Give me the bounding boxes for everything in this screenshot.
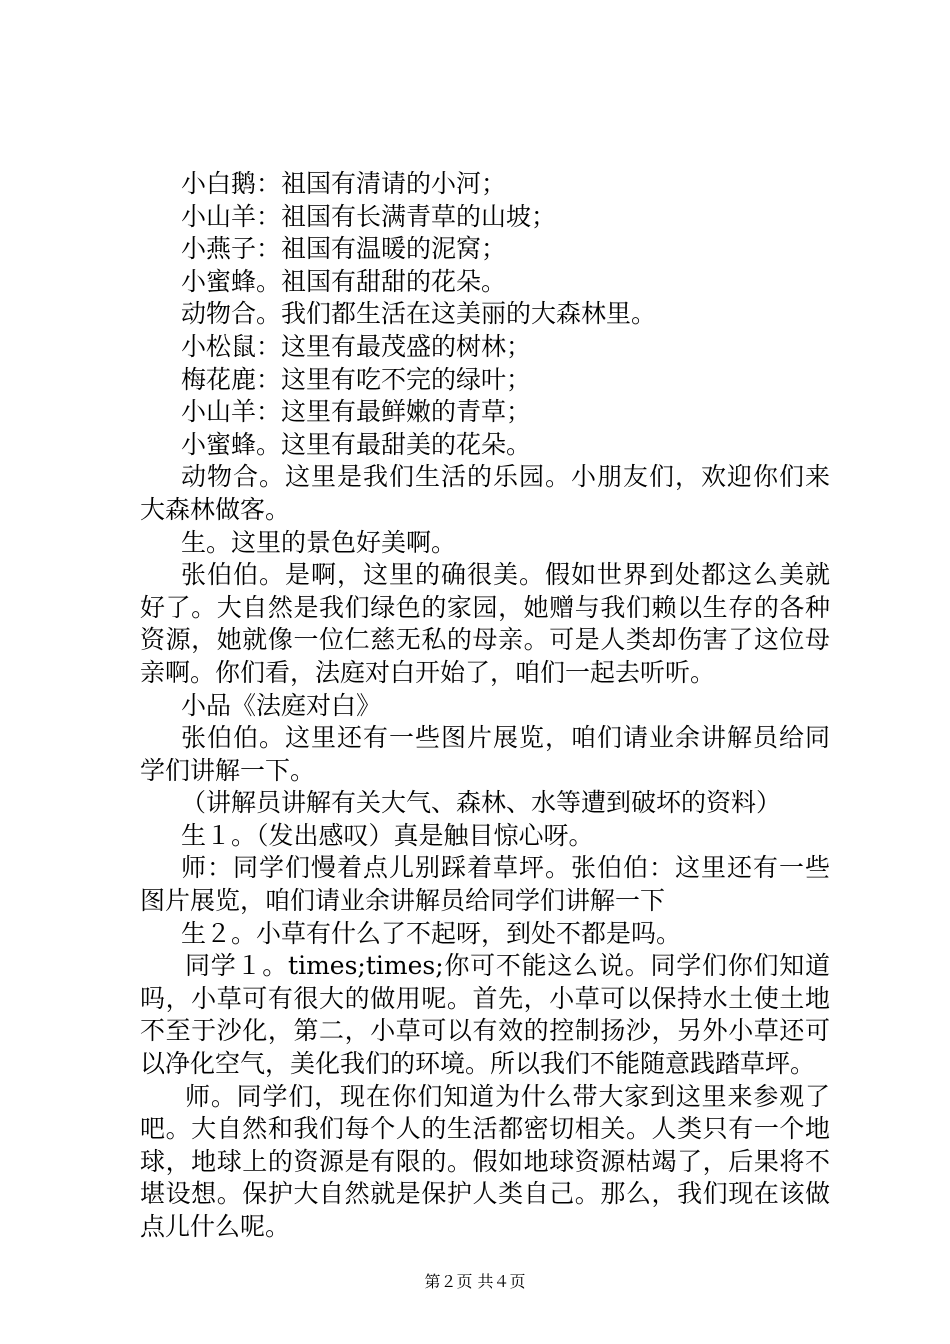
paragraph: 张伯伯。这里还有一些图片展览，咱们请业余讲解员给同学们讲解一下。 (140, 723, 830, 785)
paragraph: 师：同学们慢着点儿别踩着草坪。张伯伯：这里还有一些图片展览，咱们请业余讲解员给同学们讲解一下 (140, 853, 830, 916)
paragraph: 小山羊：祖国有长满青草的山坡； (181, 201, 557, 231)
paragraph: 小蜜蜂。祖国有甜甜的花朵。 (181, 266, 507, 296)
paragraph: 动物合。我们都生活在这美丽的大森林里。 (181, 299, 657, 329)
page-number-footer: 第２页 共４页 (424, 1272, 526, 1291)
paragraph: 小山羊：这里有最鲜嫩的青草； (181, 397, 532, 427)
paragraph: 梅花鹿：这里有吃不完的绿叶； (181, 364, 532, 394)
paragraph: 同学１。times;times;你可不能这么说。同学们你们知道吗，小草可有很大的做用呢。首先，小草可以保持水土使土地不至于沙化，第二，小草可以有效的控制扬沙，另外小草还可以净化空气，美化我们的环境。所以我们不能随意践踏草坪。 (140, 951, 830, 1079)
paragraph: 小松鼠：这里有最茂盛的树林； (181, 331, 532, 361)
paragraph: 生。这里的景色好美啊。 (181, 527, 457, 557)
paragraph: 师。同学们，现在你们知道为什么带大家到这里来参观了吧。大自然和我们每个人的生活都密切相关。人类只有一个地球，地球上的资源是有限的。假如地球资源枯竭了，后果将不堪设想。保护大自然就是保护人类自己。那么，我们现在该做点儿什么呢。 (140, 1081, 830, 1241)
paragraph: 小蜜蜂。这里有最甜美的花朵。 (181, 429, 532, 459)
paragraph: 生１。（发出感叹）真是触目惊心呀。 (181, 820, 594, 850)
paragraph: 动物合。这里是我们生活的乐园。小朋友们，欢迎你们来大森林做客。 (140, 462, 830, 524)
paragraph: 小燕子：祖国有温暖的泥窝； (181, 234, 507, 264)
paragraph: 生２。小草有什么了不起呀，到处不都是吗。 (181, 918, 682, 948)
paragraph: 小白鹅：祖国有清请的小河； (181, 169, 507, 198)
document-body (140, 168, 830, 1244)
paragraph: 张伯伯。是啊，这里的确很美。假如世界到处都这么美就好了。大自然是我们绿色的家园，她赠与我们赖以生存的各种资源，她就像一位仁慈无私的母亲。可是人类却伤害了这位母亲啊。你们看，法庭对白开始了，咱们一起去听听。 (140, 560, 830, 687)
paragraph: 小品《法庭对白》 (181, 690, 382, 720)
paragraph: （讲解员讲解有关大气、森林、水等遭到破坏的资料） (181, 788, 782, 818)
